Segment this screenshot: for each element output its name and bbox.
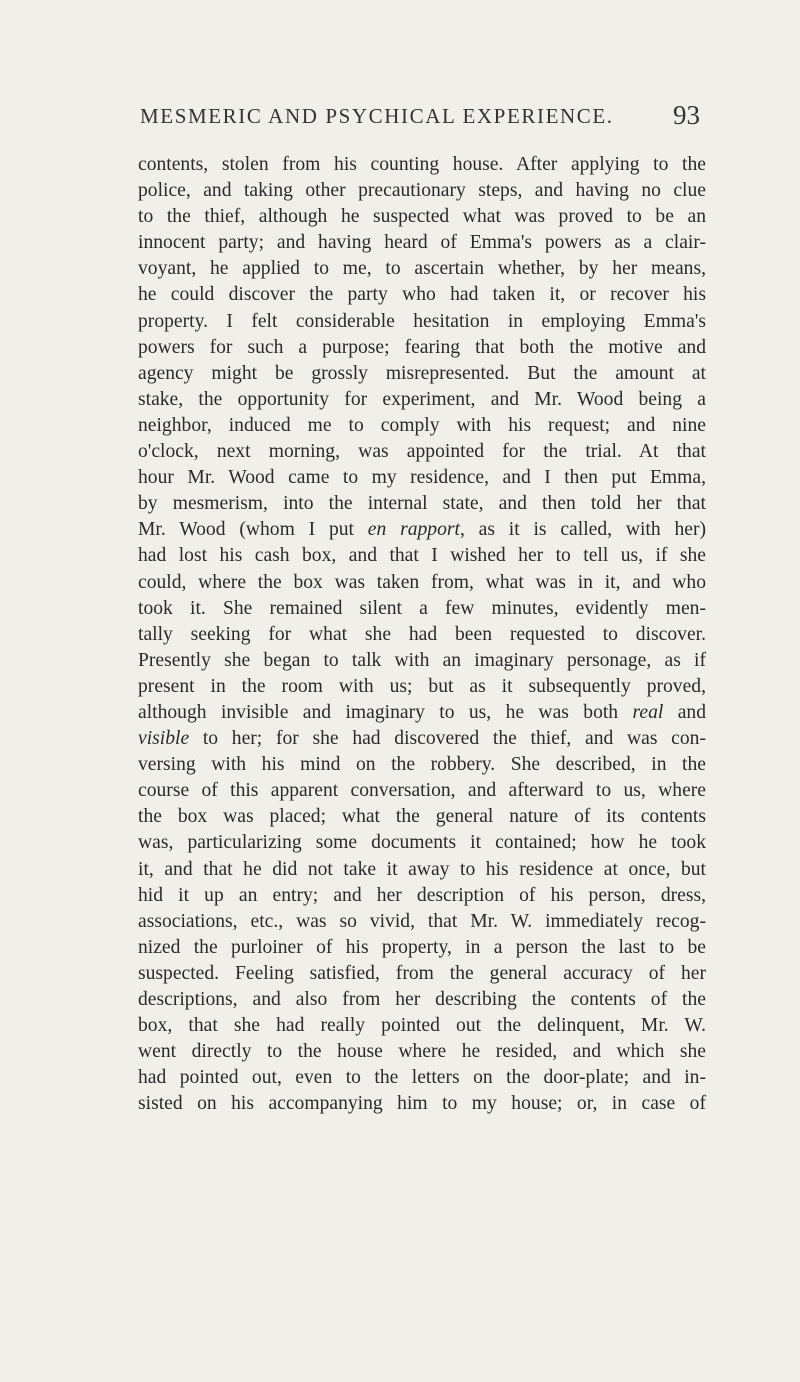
text-segment: Presently she began to talk with an imaginary personage, as if bbox=[138, 649, 706, 671]
text-segment: tally seeking for what she had been requested to discover. bbox=[138, 623, 706, 645]
text-line bbox=[138, 987, 706, 1013]
text-segment: to her; for she had discovered the thief, and was con- bbox=[189, 728, 706, 750]
italic-text: real bbox=[632, 701, 664, 723]
text-line bbox=[138, 622, 706, 648]
text-segment: agency might be grossly misrepresented. But the amount at bbox=[138, 362, 706, 384]
text-segment: and bbox=[663, 701, 706, 723]
text-line bbox=[138, 335, 706, 361]
text-segment: hour Mr. Wood came to my residence, and I then put Emma, bbox=[138, 467, 706, 489]
text-line bbox=[138, 1039, 706, 1065]
text-segment: to the thief, although he suspected what was proved to be an bbox=[138, 206, 706, 228]
text-line bbox=[138, 439, 706, 465]
text-line bbox=[138, 570, 706, 596]
text-segment: by mesmerism, into the internal state, and then told her that bbox=[138, 493, 706, 515]
text-segment: stake, the opportunity for experiment, and Mr. Wood being a bbox=[138, 388, 706, 410]
running-title: MESMERIC AND PSYCHICAL EXPERIENCE. bbox=[140, 104, 614, 128]
text-line bbox=[138, 804, 706, 830]
text-line bbox=[138, 778, 706, 804]
text-segment: it, and that he did not take it away to his residence at once, but bbox=[138, 858, 706, 880]
text-segment: could, where the box was taken from, what was in it, and who bbox=[138, 571, 706, 593]
text-segment: took it. She remained silent a few minutes, evidently men- bbox=[138, 597, 706, 619]
text-line bbox=[138, 909, 706, 935]
text-line bbox=[138, 1091, 706, 1117]
text-segment: sisted on his accompanying him to my house; or, in case of bbox=[138, 1093, 706, 1115]
text-segment: , as it is called, with her) bbox=[459, 519, 707, 541]
text-line bbox=[138, 204, 706, 230]
text-line bbox=[138, 230, 706, 256]
text-segment: present in the room with us; but as it subsequently proved, bbox=[138, 675, 706, 697]
text-segment: course of this apparent conversation, and afterward to us, where bbox=[138, 780, 706, 802]
text-line bbox=[138, 752, 706, 778]
text-line bbox=[138, 700, 706, 726]
running-head bbox=[140, 100, 700, 134]
text-line bbox=[138, 830, 706, 856]
text-segment: had pointed out, even to the letters on the door-plate; and in- bbox=[138, 1067, 706, 1089]
text-segment: had lost his cash box, and that I wished her to tell us, if she bbox=[138, 545, 706, 567]
text-line bbox=[138, 491, 706, 517]
text-line bbox=[138, 1065, 706, 1091]
page-number: 93 bbox=[673, 100, 700, 130]
text-segment: versing with his mind on the robbery. She described, in the bbox=[138, 754, 706, 776]
text-segment: property. I felt considerable hesitation in employing Emma's bbox=[138, 310, 706, 332]
text-segment: he could discover the party who had taken it, or recover his bbox=[138, 284, 706, 306]
text-line bbox=[138, 282, 706, 308]
text-segment: Mr. Wood (whom I put bbox=[138, 519, 368, 541]
text-segment: neighbor, induced me to comply with his request; and nine bbox=[138, 414, 706, 436]
text-line bbox=[138, 648, 706, 674]
text-line bbox=[138, 596, 706, 622]
text-segment: contents, stolen from his counting house. After applying to the bbox=[138, 154, 706, 175]
text-line bbox=[138, 387, 706, 413]
text-line bbox=[138, 883, 706, 909]
text-line bbox=[138, 152, 706, 178]
italic-text: visible bbox=[138, 728, 190, 750]
text-segment: police, and taking other precautionary steps, and having no clue bbox=[138, 180, 706, 202]
text-segment: o'clock, next morning, was appointed for the trial. At that bbox=[138, 441, 706, 463]
text-line bbox=[138, 178, 706, 204]
text-segment: box, that she had really pointed out the delinquent, Mr. W. bbox=[138, 1015, 706, 1037]
text-segment: descriptions, and also from her describing the contents of the bbox=[138, 989, 706, 1010]
text-line bbox=[138, 309, 706, 335]
text-segment: was, particularizing some documents it contained; how he took bbox=[138, 832, 706, 854]
text-line bbox=[138, 543, 706, 569]
text-line bbox=[138, 256, 706, 282]
text-segment: innocent party; and having heard of Emma's powers as a clair- bbox=[138, 232, 706, 254]
text-segment: suspected. Feeling satisfied, from the general accuracy of her bbox=[138, 962, 706, 984]
text-line bbox=[138, 1013, 706, 1039]
text-line bbox=[138, 726, 706, 752]
text-line bbox=[138, 465, 706, 491]
text-segment: went directly to the house where he resided, and which she bbox=[138, 1041, 706, 1063]
text-segment: nized the purloiner of his property, in a person the last to be bbox=[138, 936, 706, 958]
italic-text: en rapport bbox=[367, 519, 460, 541]
text-segment: voyant, he applied to me, to ascertain whether, by her means, bbox=[138, 258, 706, 280]
text-segment: powers for such a purpose; fearing that both the motive and bbox=[138, 336, 706, 358]
text-line bbox=[138, 517, 706, 543]
body-text bbox=[138, 152, 706, 1117]
text-line bbox=[138, 857, 706, 883]
text-line bbox=[138, 935, 706, 961]
text-line bbox=[138, 413, 706, 439]
text-segment: the box was placed; what the general nature of its contents bbox=[138, 806, 706, 828]
text-line bbox=[138, 361, 706, 387]
text-line bbox=[138, 674, 706, 700]
text-line bbox=[138, 961, 706, 987]
text-segment: although invisible and imaginary to us, he was both bbox=[138, 701, 633, 723]
text-segment: associations, etc., was so vivid, that Mr. W. immediately recog- bbox=[138, 910, 706, 932]
text-segment: hid it up an entry; and her description of his person, dress, bbox=[138, 884, 706, 906]
